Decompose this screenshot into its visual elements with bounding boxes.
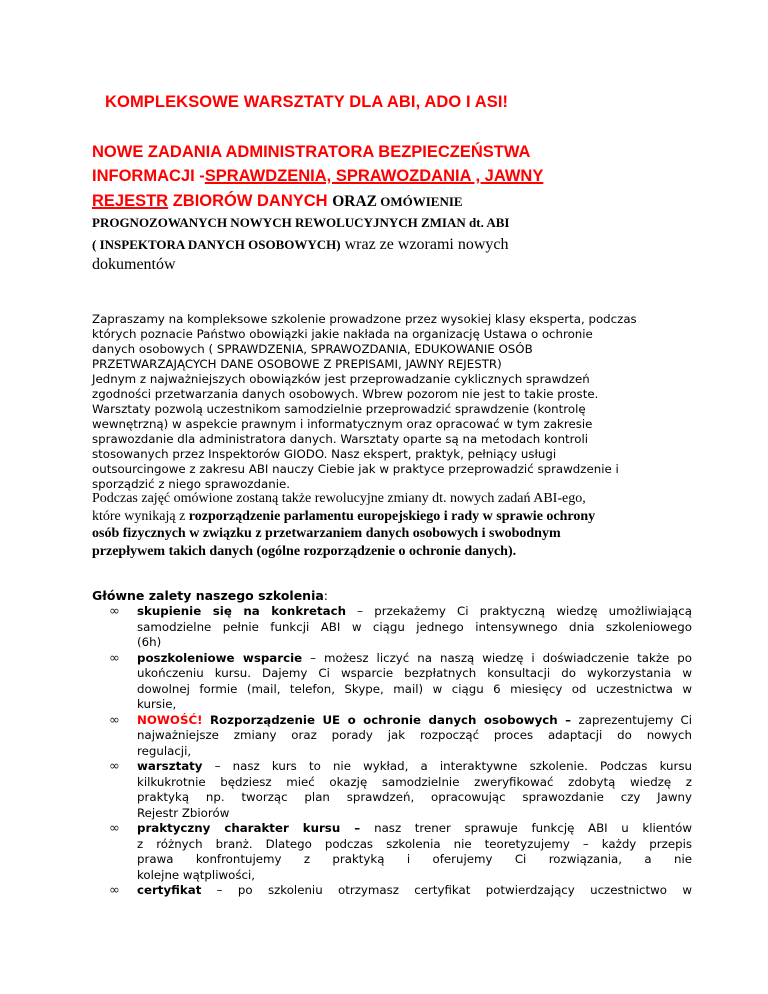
- heading-text: NOWE ZADANIA ADMINISTRATORA BEZPIECZEŃSTWA: [92, 143, 531, 161]
- intro-line: wewnętrzną) w aspekcie prawnym i informatycznym oraz opracować w tym zakresie: [92, 417, 593, 431]
- list-item: [92, 713, 692, 760]
- heading-underlined-text: REJESTR: [92, 192, 169, 210]
- paragraph-text: które wynikają z: [92, 508, 189, 524]
- item-bold-text: Rozporządzenie UE o ochronie danych osobowych –: [202, 712, 579, 727]
- heading-serif-text: dokumentów: [92, 256, 176, 273]
- item-text: nasz trener sprawuje funkcję ABI u klientów: [374, 821, 693, 835]
- paragraph-bold-text: osób fizycznych w związku z przetwarzaniem danych osobowych i swobodnym: [92, 526, 561, 541]
- item-text: – po szkoleniu otrzymasz certyfikat potwierdzający uczestnictwo w: [201, 883, 692, 897]
- item-line: dowolnej formie (mail, telefon, Skype, mail) w ciągu 6 miesięcy od uczestnictwa w: [137, 681, 692, 696]
- item-bold-text: warsztaty: [137, 759, 203, 773]
- item-line: [137, 604, 692, 620]
- item-line: praktyką np. tworząc plan sprawdzeń, opracowując sprawozdanie czy Jawny: [137, 790, 692, 804]
- heading-line-4: [92, 214, 509, 232]
- intro-line: sporządzić z niego sprawozdanie.: [92, 477, 290, 491]
- paragraph-bold-text: przepływem takich danych (ogólne rozporządzenie o ochronie danych).: [92, 543, 517, 559]
- item-line: Rejestr Zbiorów: [137, 805, 230, 820]
- item-bold-text: praktyczny charakter kursu –: [137, 821, 375, 835]
- item-line: (6h): [137, 635, 162, 649]
- list-item: [92, 604, 692, 651]
- paragraph-line: Podczas zajęć omówione zostaną także rewolucyjne zmiany dt. nowych zadań ABI-ego,: [92, 491, 586, 506]
- intro-line: danych osobowych ( SPRAWDZENIA, SPRAWOZDANIA, EDUKOWANIE OSÓB: [92, 342, 533, 356]
- item-line: kolejne wątpliwości,: [137, 867, 255, 882]
- heading-line-6: [92, 256, 176, 274]
- item-bold-text: skupienie się na konkretach: [137, 604, 346, 618]
- infinity-bullet-icon: ∞: [109, 759, 120, 774]
- item-line: [137, 883, 692, 899]
- new-badge-text: NOWOŚĆ!: [137, 712, 203, 727]
- paragraph-line: [92, 508, 692, 526]
- item-line: ukończeniu kursu. Dajemy Ci wsparcie bezpłatnych konsultacji do wykorzystania w: [137, 666, 692, 680]
- advantages-heading-text: Główne zalety naszego szkolenia: [92, 588, 324, 603]
- item-line: [137, 651, 692, 667]
- intro-line: outsourcingowe z zakresu ABI nauczy Ciebie jak w praktyce przeprowadzić sprawdzenie i: [92, 462, 619, 476]
- infinity-bullet-icon: ∞: [109, 883, 120, 898]
- infinity-bullet-icon: ∞: [109, 650, 120, 666]
- item-line: kilkukrotnie będziesz mieć okazję samodzielnie zweryfikować zdobytą wiedzę z: [137, 774, 692, 789]
- list-item: [92, 759, 692, 821]
- intro-line: Jednym z najważniejszych obowiązków jest przeprowadzanie cyklicznych sprawdzeń: [92, 372, 590, 386]
- document-title: KOMPLEKSOWE WARSZTATY DLA ABI, ADO I ASI!: [105, 93, 509, 111]
- item-line: [137, 821, 692, 837]
- item-line: samodzielne pełnie funkcji ABI w ciągu jednego intensywnego dnia szkoleniowego: [137, 619, 692, 634]
- item-text: – nasz kurs to nie wykład, a interaktywne szkolenie. Podczas kursu: [202, 759, 692, 773]
- item-line: kursie,: [137, 697, 177, 711]
- heading-line-3: [92, 192, 463, 211]
- item-line: [137, 713, 692, 729]
- intro-line: zgodności przetwarzania danych osobowych. Wbrew pozorom nie jest to takie proste.: [92, 387, 599, 401]
- heading-serif-text: OMÓWIENIE: [376, 194, 463, 209]
- advantages-heading-colon: :: [323, 588, 329, 603]
- item-bold-text: poszkoleniowe wsparcie: [137, 650, 303, 665]
- heading-serif-text: wraz ze wzorami nowych: [340, 236, 509, 253]
- intro-line: stosowanych przez Inspektorów GIODO. Nasz ekspert, praktyk, pełniący usługi: [92, 447, 557, 461]
- heading-underlined-text: SPRAWDZENIA, SPRAWOZDANIA , JAWNY: [204, 167, 544, 185]
- item-line: z różnych branż. Dlatego podczas szkolenia nie teoretyzujemy – każdy przepis: [137, 836, 692, 851]
- heading-text: INFORMACJI -: [92, 167, 205, 185]
- regulation-paragraph: [92, 490, 692, 560]
- intro-line: których poznacie Państwo obowiązki jakie nakłada na organizację Ustawa o ochronie: [92, 327, 593, 341]
- intro-paragraph: [92, 312, 672, 492]
- heading-line-2: [92, 167, 543, 186]
- heading-text: ZBIORÓW DANYCH: [168, 192, 333, 210]
- infinity-bullet-icon: ∞: [109, 712, 120, 728]
- item-text: zaprezentujemy Ci: [578, 712, 692, 727]
- item-line: [137, 759, 692, 775]
- list-item: [92, 821, 692, 883]
- item-text: – możesz liczyć na naszą wiedzę i doświadczenie także po: [302, 650, 692, 665]
- item-line: regulacji,: [137, 743, 192, 758]
- heading-line-1: [92, 143, 530, 162]
- item-line: prawa konfrontujemy z praktyką i oferujemy Ci rozwiązania, a nie: [137, 852, 692, 866]
- advantages-list: [92, 604, 692, 899]
- item-line: najważniejsze zmiany oraz porady jak rozpocząć proces adaptacji do nowych: [137, 728, 692, 742]
- intro-line: sprawozdanie dla administratora danych. Warsztaty oparte są na metodach kontroli: [92, 432, 589, 446]
- item-text: – przekażemy Ci praktyczną wiedzę umożliwiającą: [345, 604, 692, 618]
- paragraph-line: [92, 525, 692, 543]
- heading-serif-text: ORAZ: [332, 193, 377, 210]
- heading-line-5: [92, 236, 509, 254]
- infinity-bullet-icon: ∞: [109, 821, 120, 836]
- intro-line: Zapraszamy na kompleksowe szkolenie prowadzone przez wysokiej klasy eksperta, podczas: [92, 312, 637, 326]
- infinity-bullet-icon: ∞: [109, 604, 120, 619]
- list-item: [92, 651, 692, 713]
- heading-serif-text: ( INSPEKTORA DANYCH OSOBOWYCH): [92, 237, 341, 252]
- paragraph-bold-text: rozporządzenie parlamentu europejskiego i rady w sprawie ochrony: [188, 508, 596, 524]
- list-item: [92, 883, 692, 899]
- advantages-heading: [92, 588, 328, 603]
- intro-line: Warsztaty pozwolą uczestnikom samodzielnie przeprowadzić sprawdzenie (kontrolę: [92, 402, 586, 416]
- paragraph-line: [92, 543, 692, 561]
- heading-serif-text: PROGNOZOWANYCH NOWYCH REWOLUCYJNYCH ZMIAN dt. ABI: [92, 215, 510, 230]
- intro-line: PRZETWARZAJĄCYCH DANE OSOBOWE Z PREPISAMI, JAWNY REJESTR): [92, 357, 502, 371]
- item-bold-text: certyfikat: [137, 883, 202, 897]
